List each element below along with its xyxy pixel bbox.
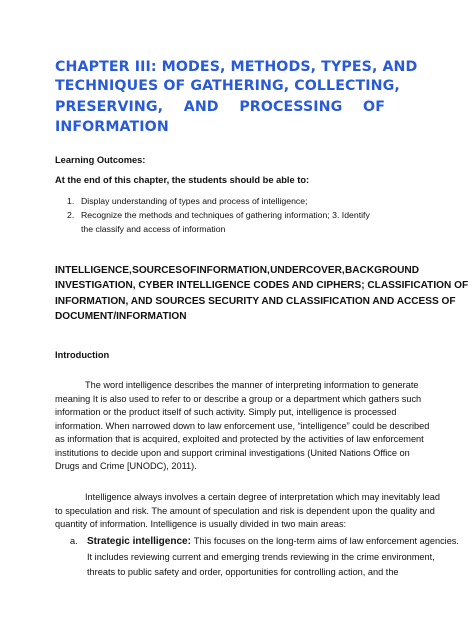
intelligence-areas-list [70,534,459,581]
strategic-intelligence-term: Strategic intelligence: [87,536,191,547]
topics-heading-line: DOCUMENT/INFORMATION [55,310,187,322]
heading-word: OF [182,265,197,276]
chapter-title-word: PRESERVING, [55,99,164,115]
introduction-paragraph-2 [55,491,440,532]
list-marker: a. [70,536,78,546]
learning-outcomes-label: Learning Outcomes: [55,155,146,165]
paragraph-line: It includes reviewing current and emerging trends reviewing in the crime environment, [87,551,435,562]
learning-outcomes-intro: At the end of this chapter, the students should be able to: [55,175,310,185]
list-item [70,534,459,581]
heading-word: UNDERCOVER, [270,265,345,276]
paragraph-line [87,534,459,550]
list-item-text: This focuses on the long-term aims of law enforcement agencies. [193,536,459,546]
topics-heading-line [55,263,419,278]
list-item [67,194,370,208]
chapter-title-line-3 [55,97,385,117]
paragraph-line: institutions to decide upon and support criminal investigations (United Nations Office on [55,447,410,458]
paragraph-line: information. When narrowed down to law enforcement use, “intelligence” could be described [55,420,430,431]
chapter-title-word: PROCESSING [239,99,343,115]
topics-heading-line: INFORMATION, AND SOURCES SECURITY AND CLASSIFICATION AND ACCESS OF [55,295,456,307]
paragraph-line: information or the product itself of such activity. Simply put, intelligence is processed [55,407,397,417]
paragraph-line: as information that is acquired, exploited and protected by the activities of law enforcement [55,434,424,444]
paragraph-line: The word intelligence describes the manner of interpreting information to generate [85,380,419,390]
paragraph-line: Drugs and Crime [UNODC), 2011). [55,461,197,471]
chapter-title-line-1: CHAPTER III: MODES, METHODS, TYPES, AND [55,59,418,75]
list-number: 1. [67,196,75,206]
list-number: 2. [67,210,75,220]
heading-word: INFORMATION, [196,265,270,276]
paragraph-line: to speculation and risk. The amount of speculation and risk is dependent upon the quality and [55,505,435,516]
heading-word: SOURCES [132,265,183,276]
list-item-text: the classify and access of information [81,224,226,234]
chapter-title-line-4: INFORMATION [55,119,169,135]
heading-word: INTELLIGENCE, [55,265,132,276]
heading-word: BACKGROUND [344,265,419,276]
paragraph-line: Intelligence always involves a certain degree of interpretation which may inevitably lead [85,492,440,502]
list-item-text: Recognize the methods and techniques of gathering information; 3. Identify [81,210,370,220]
paragraph-line: quantity of information. Intelligence is usually divided in two main areas: [55,519,347,529]
paragraph-line: threats to public safety and order, opportunities for controlling action, and the [87,567,399,577]
topics-heading-line: INVESTIGATION, CYBER INTELLIGENCE CODES AND CIPHERS; CLASSIFICATION OF [55,280,469,292]
topics-heading [55,263,469,324]
paragraph-line: meaning It is also used to refer to or describe a group or a department which gathers such [55,393,422,404]
list-item-text: Display understanding of types and process of intelligence; [81,196,308,206]
list-item [67,208,370,236]
introduction-paragraph-1 [55,379,430,474]
chapter-title-word: AND [183,99,219,115]
chapter-title-word: OF [363,99,385,115]
chapter-title-line-2: TECHNIQUES OF GATHERING, COLLECTING, [55,78,400,94]
introduction-heading: Introduction [55,350,110,360]
learning-outcomes-list [67,194,370,236]
